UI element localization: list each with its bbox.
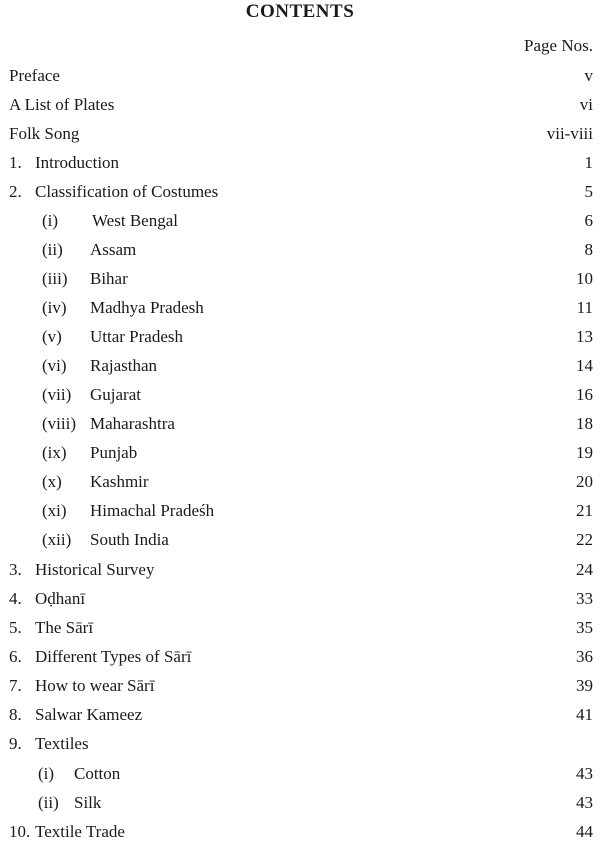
toc-entry-page: 24 bbox=[576, 560, 593, 579]
toc-entry-preface bbox=[0, 64, 600, 88]
toc-entry-textile-trade bbox=[0, 820, 600, 844]
page-nos-header: Page Nos. bbox=[524, 36, 593, 55]
toc-entry-how-to-wear-sari bbox=[0, 674, 600, 698]
toc-entry-label: Folk Song bbox=[9, 124, 80, 143]
toc-entry-introduction bbox=[0, 151, 600, 175]
toc-entry-label: Assam bbox=[90, 240, 137, 259]
toc-entry-number: 2. bbox=[9, 182, 22, 201]
toc-entry-number: 3. bbox=[9, 560, 22, 579]
toc-entry-number: 7. bbox=[9, 676, 22, 695]
toc-entry-label: Gujarat bbox=[90, 385, 141, 404]
toc-subentry-himachal-pradesh bbox=[0, 499, 600, 523]
toc-entry-odhani bbox=[0, 587, 600, 611]
toc-subentry-west-bengal bbox=[0, 209, 600, 233]
toc-entry-label: Oḍhanī bbox=[35, 589, 86, 608]
toc-entry-number: (iv) bbox=[42, 298, 67, 317]
toc-entry-label: Classification of Costumes bbox=[35, 182, 219, 201]
toc-entry-label: Rajasthan bbox=[90, 356, 158, 375]
toc-entry-label: How to wear Sārī bbox=[35, 676, 155, 695]
toc-entry-label: West Bengal bbox=[92, 211, 178, 230]
toc-entry-label: Maharashtra bbox=[90, 414, 175, 433]
toc-entry-page: 43 bbox=[576, 793, 593, 812]
toc-entry-label: The Sārī bbox=[35, 618, 94, 637]
toc-entry-page: 33 bbox=[576, 589, 593, 608]
toc-entry-label: Cotton bbox=[74, 764, 121, 783]
toc-subentry-assam bbox=[0, 238, 600, 262]
toc-entry-number: (xi) bbox=[42, 501, 67, 520]
toc-entry-number: (iii) bbox=[42, 269, 68, 288]
toc-entry-page: 13 bbox=[576, 327, 593, 346]
toc-subentry-south-india bbox=[0, 528, 600, 552]
toc-entry-the-sari bbox=[0, 616, 600, 640]
toc-entry-number: 1. bbox=[9, 153, 22, 172]
toc-entry-page: v bbox=[584, 66, 593, 85]
toc-entry-list-of-plates bbox=[0, 93, 600, 117]
toc-entry-page: 5 bbox=[584, 182, 593, 201]
toc-entry-number: 6. bbox=[9, 647, 22, 666]
toc-entry-folk-song bbox=[0, 122, 600, 146]
toc-subentry-madhya-pradesh bbox=[0, 296, 600, 320]
toc-entry-number: (xii) bbox=[42, 530, 72, 549]
toc-entry-number: (ii) bbox=[38, 793, 59, 812]
toc-entry-label: Uttar Pradesh bbox=[90, 327, 184, 346]
toc-entry-types-of-sari bbox=[0, 645, 600, 669]
toc-entry-number: (vii) bbox=[42, 385, 72, 404]
toc-entry-page: 36 bbox=[576, 647, 593, 666]
toc-entry-textiles bbox=[0, 732, 600, 756]
toc-entry-page: 6 bbox=[584, 211, 593, 230]
toc-entry-number: 8. bbox=[9, 705, 22, 724]
toc-entry-page: 10 bbox=[576, 269, 593, 288]
toc-entry-number: (ii) bbox=[42, 240, 63, 259]
toc-entry-historical-survey bbox=[0, 558, 600, 582]
toc-entry-label: Different Types of Sārī bbox=[35, 647, 192, 666]
toc-entry-label: Punjab bbox=[90, 443, 138, 462]
toc-entry-page: 39 bbox=[576, 676, 593, 695]
toc-entry-page: 43 bbox=[576, 764, 593, 783]
toc-entry-page: 41 bbox=[576, 705, 593, 724]
toc-entry-label: Historical Survey bbox=[35, 560, 155, 579]
toc-entry-number: 4. bbox=[9, 589, 22, 608]
toc-entry-number: (v) bbox=[42, 327, 62, 346]
toc-entry-page: 1 bbox=[584, 153, 593, 172]
toc-subentry-maharashtra bbox=[0, 412, 600, 436]
toc-subentry-bihar bbox=[0, 267, 600, 291]
toc-entry-page: 18 bbox=[576, 414, 593, 433]
toc-entry-number: 5. bbox=[9, 618, 22, 637]
toc-entry-page: 21 bbox=[576, 501, 593, 520]
toc-entry-label: Kashmir bbox=[90, 472, 149, 491]
toc-subentry-punjab bbox=[0, 441, 600, 465]
toc-entry-label: Preface bbox=[9, 66, 60, 85]
toc-entry-page: 14 bbox=[576, 356, 593, 375]
toc-entry-number: (viii) bbox=[42, 414, 76, 433]
toc-entry-number: 9. bbox=[9, 734, 22, 753]
toc-subentry-cotton bbox=[0, 762, 600, 786]
toc-entry-number: (ix) bbox=[42, 443, 67, 462]
toc-entry-label: Madhya Pradesh bbox=[90, 298, 204, 317]
toc-subentry-silk bbox=[0, 791, 600, 815]
toc-entry-page: 16 bbox=[576, 385, 593, 404]
toc-subentry-rajasthan bbox=[0, 354, 600, 378]
toc-entry-page: 35 bbox=[576, 618, 593, 637]
toc-entry-page: 20 bbox=[576, 472, 593, 491]
toc-entry-label: Introduction bbox=[35, 153, 120, 172]
toc-entry-label: A List of Plates bbox=[9, 95, 115, 114]
toc-subentry-uttar-pradesh bbox=[0, 325, 600, 349]
toc-entry-label: South India bbox=[90, 530, 169, 549]
toc-entry-label: Textiles bbox=[35, 734, 89, 753]
toc-entry-number: 10. bbox=[9, 822, 31, 841]
toc-entry-label: Bihar bbox=[90, 269, 128, 288]
toc-entry-label: Salwar Kameez bbox=[35, 705, 143, 724]
toc-entry-number: (i) bbox=[42, 211, 59, 230]
toc-entry-salwar-kameez bbox=[0, 703, 600, 727]
toc-entry-page: 11 bbox=[576, 298, 593, 317]
page-title: CONTENTS bbox=[245, 1, 355, 22]
toc-entry-page: 8 bbox=[584, 240, 593, 259]
toc-entry-classification bbox=[0, 180, 600, 204]
toc-entry-label: Silk bbox=[74, 793, 102, 812]
toc-entry-page: 19 bbox=[576, 443, 593, 462]
toc-entry-number: (i) bbox=[38, 764, 55, 783]
toc-entry-number: (x) bbox=[42, 472, 62, 491]
toc-entry-label: Textile Trade bbox=[35, 822, 125, 841]
toc-entry-page: 22 bbox=[576, 530, 593, 549]
toc-subentry-kashmir bbox=[0, 470, 600, 494]
toc-entry-label: Himachal Pradeśh bbox=[90, 501, 215, 520]
toc-entry-page: vii-viii bbox=[546, 124, 593, 143]
toc-entry-page: vi bbox=[579, 95, 593, 114]
toc-subentry-gujarat bbox=[0, 383, 600, 407]
toc-entry-page: 44 bbox=[576, 822, 593, 841]
toc-entry-number: (vi) bbox=[42, 356, 67, 375]
